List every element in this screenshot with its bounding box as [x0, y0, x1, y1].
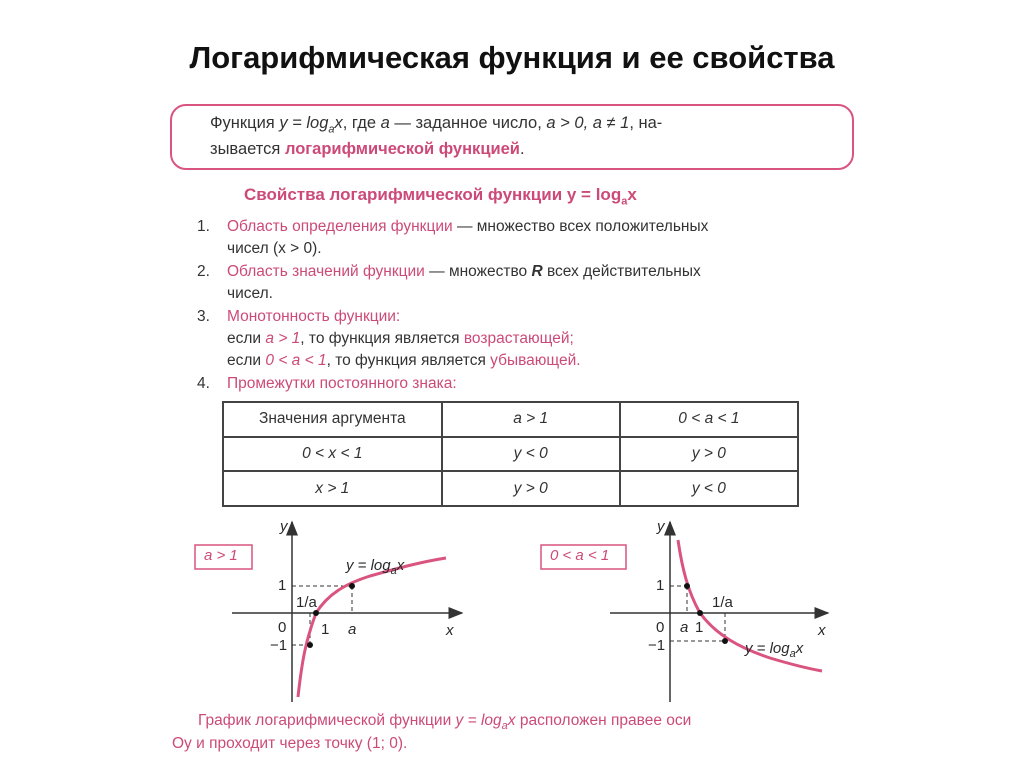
item-number: 3. [197, 308, 210, 325]
property-text: — множество всех положительных [452, 218, 709, 235]
left-tick-0: 0 [278, 619, 287, 636]
def-text: . [519, 140, 525, 158]
def-text: — заданное число, [389, 114, 547, 132]
property-text: всех действительных [542, 263, 701, 280]
property-term: Промежутки постоянного знака: [227, 375, 457, 392]
right-tick-1: 1 [656, 577, 665, 594]
cell-value: y > 0 [513, 479, 548, 497]
def-var: a [380, 114, 390, 132]
property-item-1-line2: чисел (x > 0). [227, 240, 322, 257]
footer-formula-x: x [507, 712, 516, 729]
footer-line-2: Oy и проходит через точку (1; 0). [172, 735, 408, 752]
property-item-2-line2: чисел. [227, 285, 273, 302]
def-term: логарифмической функцией [284, 140, 520, 158]
def-formula: y = log [279, 114, 329, 132]
left-x-label: x [446, 622, 454, 639]
def-condition: a > 0, a ≠ 1 [546, 114, 630, 132]
item-number: 2. [197, 263, 210, 280]
property-text: , то функция является [300, 330, 464, 347]
def-text: зывается [210, 140, 285, 158]
cell-value: x > 1 [315, 479, 350, 497]
heading-x: x [627, 185, 637, 204]
property-term: Область определения функции [227, 218, 453, 235]
def-text: , где [342, 114, 381, 132]
left-point-inv [307, 642, 313, 648]
def-text: Функция [210, 114, 280, 132]
left-point-a [349, 583, 355, 589]
left-label-inv: 1/a [296, 594, 317, 611]
def-formula-x: x [334, 114, 343, 132]
right-point-a [684, 583, 690, 589]
right-badge: 0 < a < 1 [550, 547, 610, 564]
footer-formula-sub: a [501, 720, 508, 733]
footer-text: График логарифмической функции [198, 712, 456, 729]
page-title: Логарифмическая функция и ее свойства [189, 40, 835, 75]
property-text: , то функция является [326, 352, 491, 369]
def-formula-sub: a [328, 123, 335, 136]
table-header-cell: Значения аргумента [223, 402, 442, 437]
left-tick-1: 1 [278, 577, 287, 594]
property-condition: 0 < a < 1 [265, 352, 327, 369]
right-tick-m1: −1 [648, 637, 666, 654]
left-y-label: y [280, 518, 288, 535]
property-term: возрастающей; [463, 330, 574, 347]
property-text: — множество [424, 263, 532, 280]
cell-value: 0 < x < 1 [302, 444, 363, 462]
cell-value: y < 0 [513, 444, 548, 462]
footer-formula: y = log [455, 712, 502, 729]
def-text: , на- [629, 114, 663, 132]
right-y-label: y [657, 518, 665, 535]
right-label-a: a [680, 619, 689, 636]
left-tick-m1: −1 [270, 637, 288, 654]
property-term: Область значений функции [227, 263, 425, 280]
heading-sub: a [621, 195, 628, 208]
item-number: 4. [197, 375, 210, 392]
right-tick-0: 0 [656, 619, 665, 636]
left-formula: $y = \log_ax$ [346, 557, 405, 577]
header-condition: a > 1 [513, 410, 549, 428]
property-term: Монотонность функции: [227, 308, 401, 325]
property-term: убывающей. [490, 352, 581, 369]
footer-text: расположен правее оси [515, 712, 692, 729]
right-point-inv [722, 638, 728, 644]
right-x-label: x [818, 622, 826, 639]
property-text: если [227, 330, 266, 347]
right-point-one [697, 610, 703, 616]
cell-value: y < 0 [691, 479, 726, 497]
heading-text: Свойства логарифмической функции y = log [244, 185, 622, 204]
right-formula: $y = \log_ax$ [745, 640, 804, 660]
left-label-one: 1 [321, 621, 330, 638]
right-label-inv: 1/a [712, 594, 733, 611]
property-text: если [227, 352, 266, 369]
set-r: R [531, 263, 543, 280]
cell-value: y > 0 [691, 444, 726, 462]
right-label-one: 1 [695, 619, 704, 636]
property-condition: a > 1 [265, 330, 301, 347]
left-label-a: a [348, 621, 357, 638]
item-number: 1. [197, 218, 210, 235]
header-condition: 0 < a < 1 [678, 410, 740, 428]
left-badge: a > 1 [204, 547, 238, 564]
footer-line-1 [198, 712, 691, 732]
